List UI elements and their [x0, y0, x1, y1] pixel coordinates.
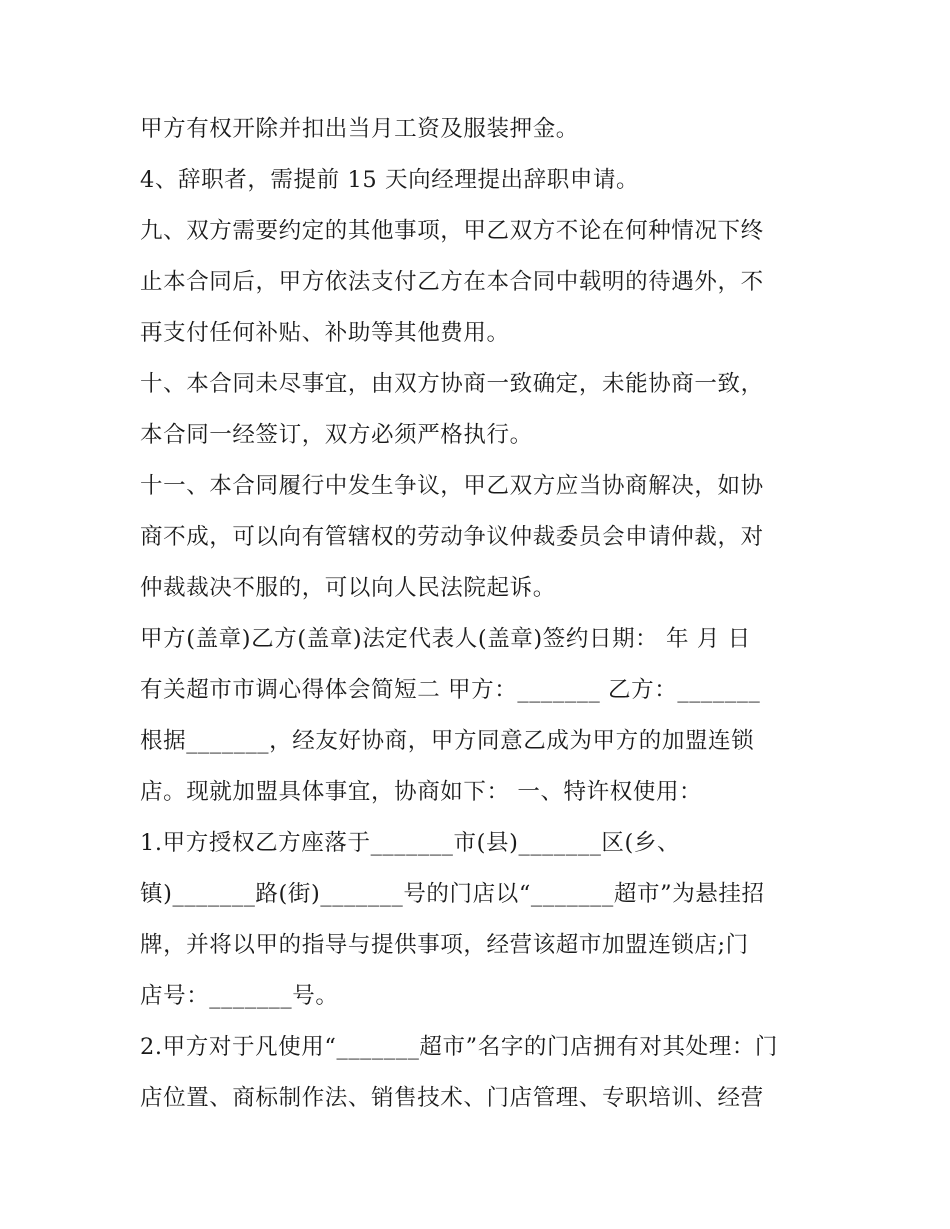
text-line-7: 本合同一经签订，双方必须严格执行。: [140, 422, 533, 448]
text-line-18: 店号：_______号。: [140, 983, 339, 1009]
text-line-8: 十一、本合同履行中发生争议，甲乙双方应当协商解决，如协: [140, 473, 764, 499]
text-line-14: 店。现就加盟具体事宜，协商如下： 一、特许权使用：: [140, 779, 703, 805]
text-line-6: 十、本合同未尽事宜，由双方协商一致确定，未能协商一致，: [140, 371, 764, 397]
text-line-13: 根据_______，经友好协商，甲方同意乙成为甲方的加盟连锁: [140, 728, 755, 754]
text-line-5: 再支付任何补贴、补助等其他费用。: [140, 320, 510, 346]
text-line-12: 有关超市市调心得体会简短二 甲方：_______ 乙方：_______: [140, 677, 761, 703]
text-line-10: 仲裁裁决不服的，可以向人民法院起诉。: [140, 575, 556, 601]
text-line-15: 1.甲方授权乙方座落于_______市(县)_______区(乡、: [140, 830, 681, 856]
text-line-3: 九、双方需要约定的其他事项，甲乙双方不论在何种情况下终: [140, 218, 764, 244]
text-line-20: 店位置、商标制作法、销售技术、门店管理、专职培训、经营: [140, 1085, 764, 1111]
text-line-16: 镇)_______路(街)_______号的门店以“_______超市”为悬挂招: [140, 881, 765, 907]
text-line-17: 牌，并将以甲的指导与提供事项，经营该超市加盟连锁店;门: [140, 932, 749, 958]
text-line-9: 商不成，可以向有管辖权的劳动争议仲裁委员会申请仲裁，对: [140, 524, 764, 550]
text-line-11: 甲方(盖章)乙方(盖章)法定代表人(盖章)签约日期： 年 月 日: [140, 626, 751, 652]
text-line-19: 2.甲方对于凡使用“_______超市”名字的门店拥有对其处理：门: [140, 1034, 779, 1060]
text-line-2: 4、辞职者，需提前 15 天向经理提出辞职申请。: [140, 167, 640, 193]
text-line-1: 甲方有权开除并扣出当月工资及服装押金。: [140, 116, 579, 142]
text-line-4: 止本合同后，甲方依法支付乙方在本合同中载明的待遇外，不: [140, 269, 764, 295]
document-body: [140, 104, 820, 1124]
